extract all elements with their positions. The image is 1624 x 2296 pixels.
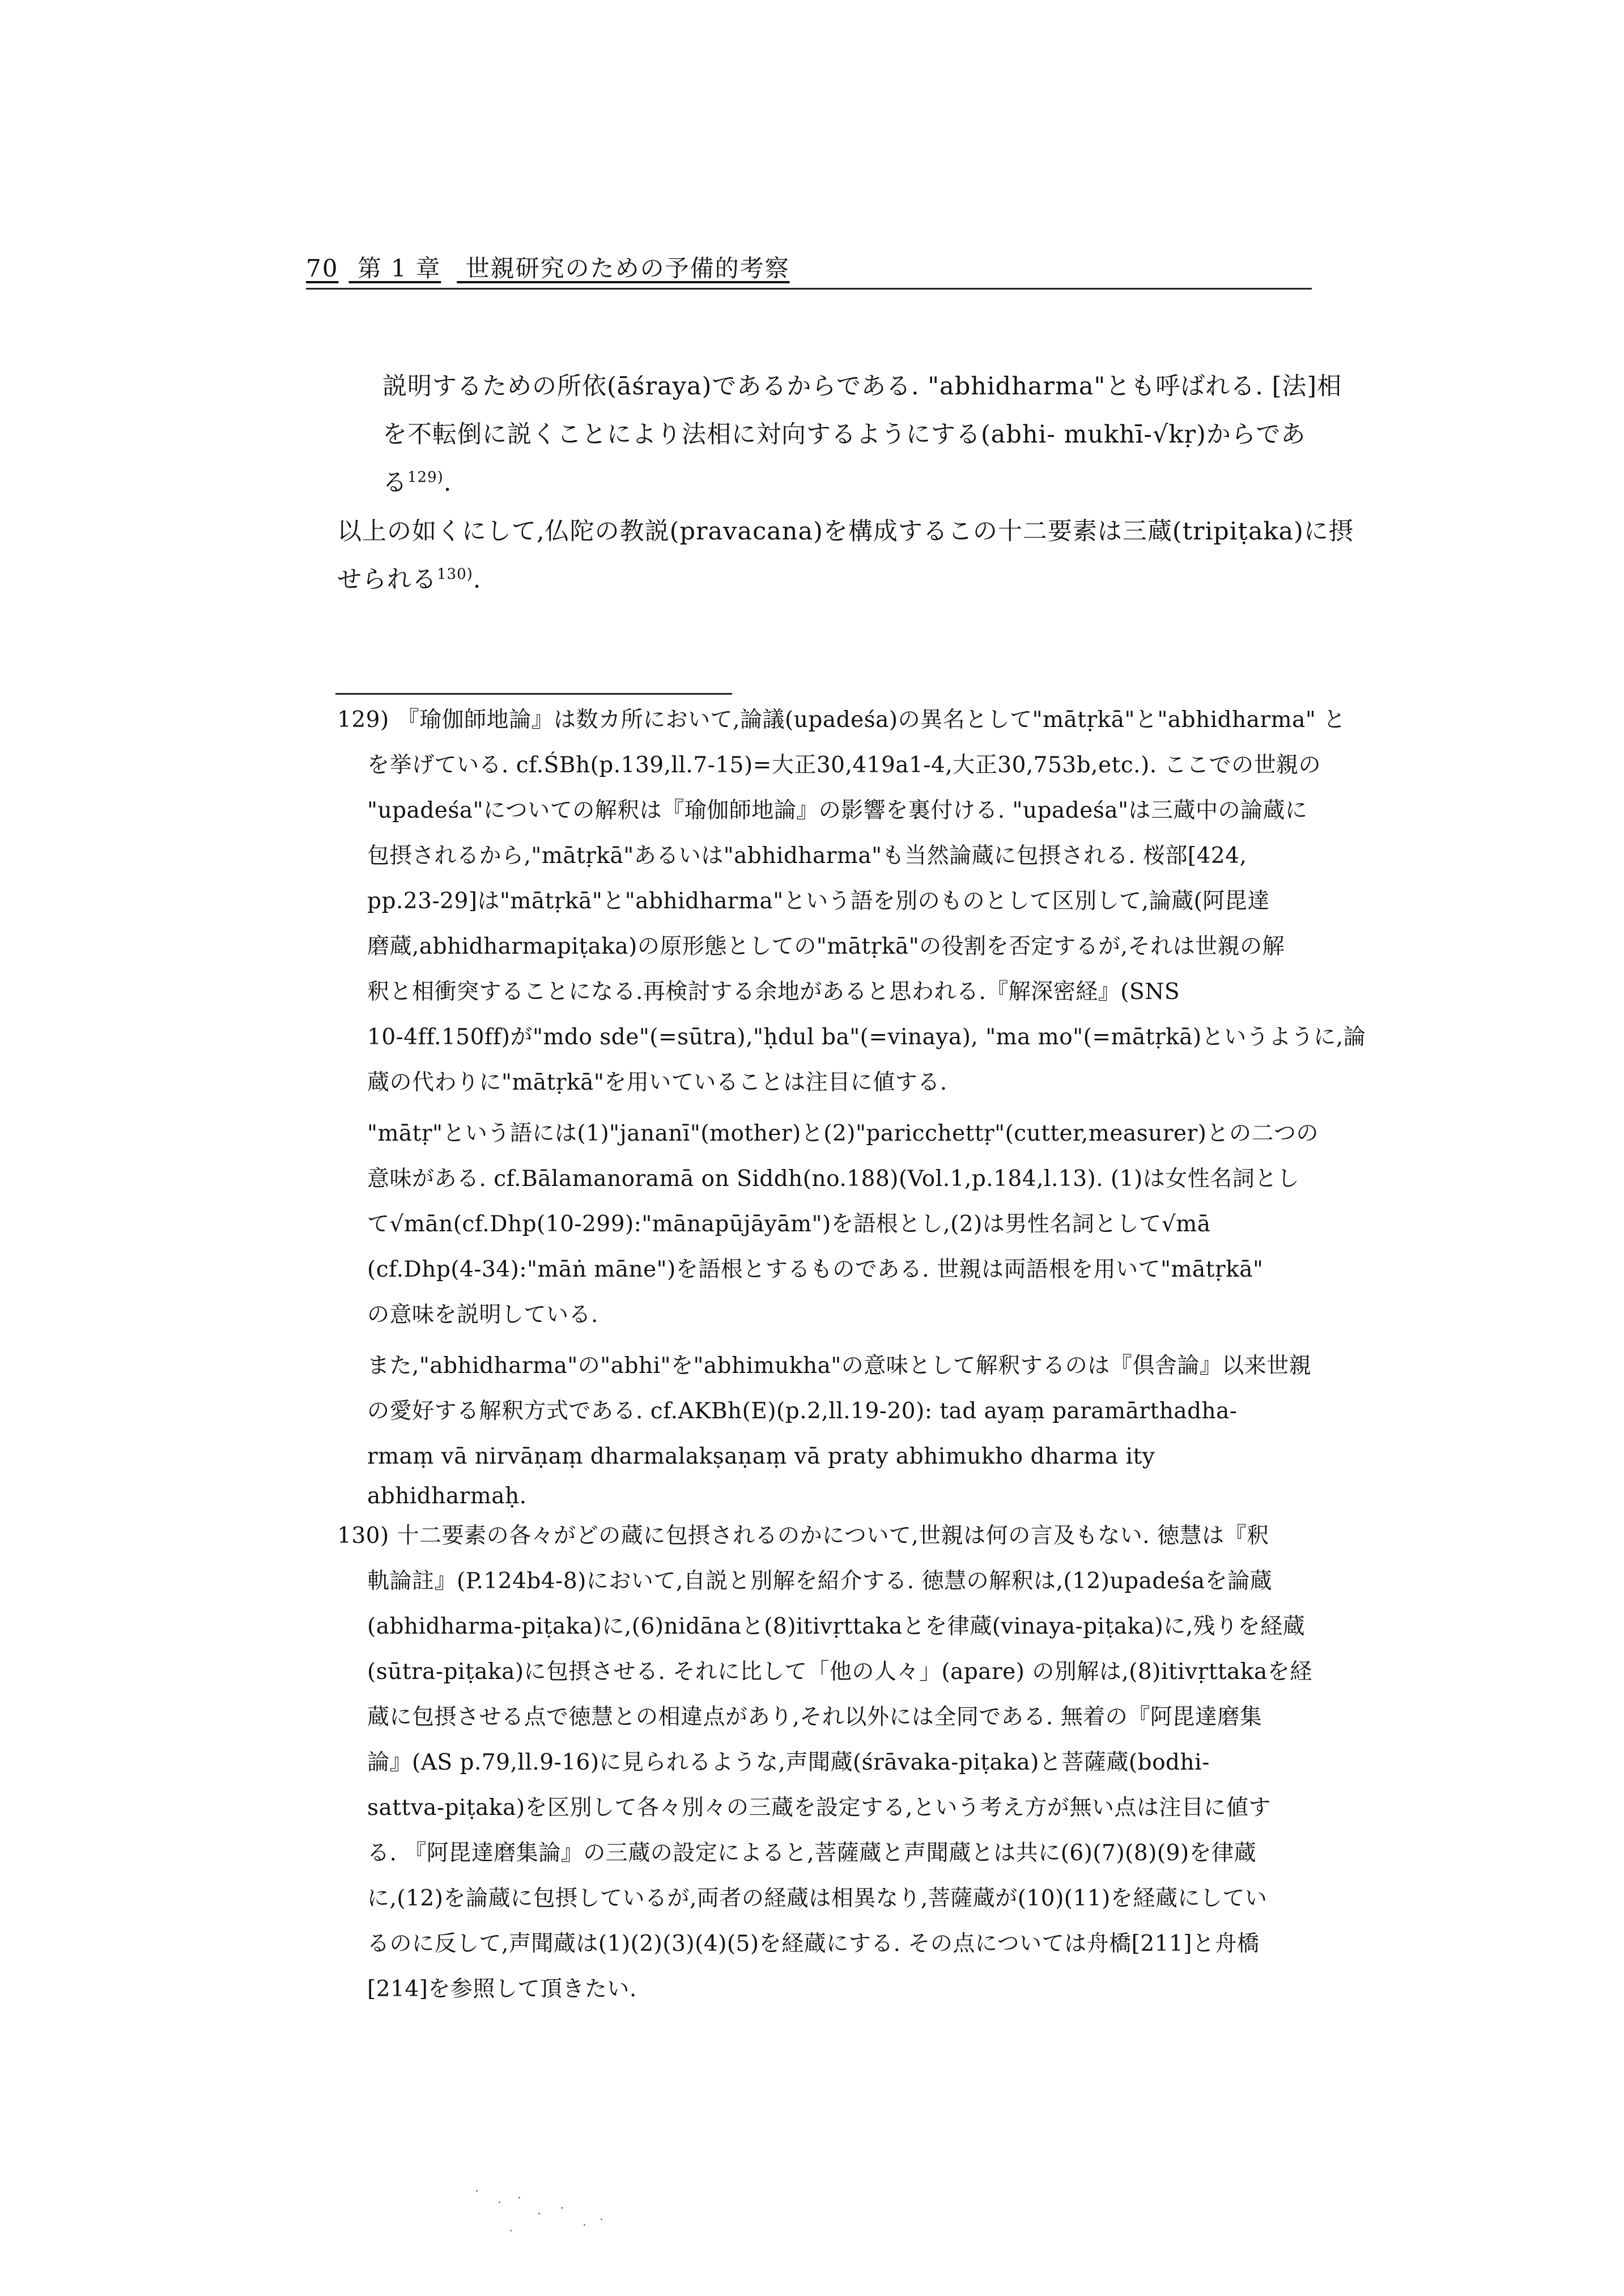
footnote-line: を挙げている. cf.ŚBh(p.139,ll.7-15)=大正30,419a1-4,大正30,753b,etc.). ここでの世親の [367, 752, 1321, 778]
footnote-line: 磨蔵,abhidharmapiṭaka)の原形態としての"mātṛkā"の役割を否定するが,それは世親の解 [367, 934, 1285, 959]
footnote-line: 130) 十二要素の各々がどの蔵に包摂されるのかについて,世親は何の言及もない. 徳慧は『釈 [337, 1520, 1269, 1552]
footnote-line: 意味がある. cf.Bālamanoramā on Siddh(no.188)(Vol.1,p.184,l.13). (1)は女性名詞とし [367, 1166, 1300, 1192]
footnote-line: 軌論註』(P.124b4-8)において,自説と別解を紹介する. 徳慧の解釈は,(12)upadeśaを論蔵 [367, 1568, 1273, 1594]
footnote-separator [335, 693, 732, 695]
footnote-line: (abhidharma-piṭaka)に,(6)nidānaと(8)itivṛttakaとを律蔵(vinaya-piṭaka)に,残りを経蔵 [367, 1614, 1306, 1639]
footnote-line: "upadeśa"についての解釈は『瑜伽師地論』の影響を裏付ける. "upadeśa"は三蔵中の論蔵に [367, 798, 1308, 823]
footnote-line: る. 『阿毘達磨集論』の三蔵の設定によると,菩薩蔵と声聞蔵とは共に(6)(7)(8)(9)を律蔵 [367, 1840, 1257, 1866]
main-line: 説明するための所依(āśraya)であるからである. "abhidharma"とも呼ばれる. [法]相 [382, 372, 1342, 401]
footnote-line: sattva-piṭaka)を区別して各々別々の三蔵を設定する,という考え方が無い点は注目に値す [367, 1795, 1271, 1821]
footnote-line: "mātṛ"という語には(1)"jananī"(mother)と(2)"paricchettṛ"(cutter,measurer)との二つの [367, 1121, 1319, 1146]
footnote-line: abhidharmaḥ. [367, 1483, 527, 1509]
footnote-line: に,(12)を論蔵に包摂しているが,両者の経蔵は相異なり,菩薩蔵が(10)(11)を経蔵にしてい [367, 1886, 1268, 1911]
page-number: 70 [306, 254, 339, 282]
main-line: 以上の如くにして,仏陀の教説(pravacana)を構成するこの十二要素は三蔵(tripiṭaka)に摂 [337, 517, 1354, 546]
footnote-number: 129) [337, 707, 389, 733]
footnote-line: 包摂されるから,"mātṛkā"あるいは"abhidharma"も当然論蔵に包摂される. 桜部[424, [367, 843, 1247, 869]
footnote-ref-130[interactable]: 130) [437, 566, 473, 583]
footnote-line: (sūtra-piṭaka)に包摂させる. それに比して「他の人々」(apare) の別解は,(8)itivṛttakaを経 [367, 1659, 1312, 1685]
chapter-title: 世親研究のための予備的考察 [465, 254, 790, 282]
footnote-line: 釈と相衝突することになる.再検討する余地があると思われる.『解深密経』(SNS [367, 979, 1180, 1005]
footnote-line: の意味を説明している. [367, 1302, 598, 1328]
footnote-line: るのに反して,声聞蔵は(1)(2)(3)(4)(5)を経蔵にする. その点については舟橋[211]と舟橋 [367, 1931, 1260, 1957]
footnote-line: [214]を参照して頂きたい. [367, 1976, 637, 2002]
footnote-line: 蔵の代わりに"mātṛkā"を用いていることは注目に値する. [367, 1070, 947, 1095]
footnote-line: pp.23-29]は"mātṛkā"と"abhidharma"という語を別のものとして区別して,論蔵(阿毘達 [367, 888, 1270, 914]
main-line: を不転倒に説くことにより法相に対向するようにする(abhi- mukhī-√kṛ)からであ [382, 420, 1306, 449]
chapter-label: 第 1 章 [357, 254, 441, 282]
footnote-line: (cf.Dhp(4-34):"māṅ māne")を語根とするものである. 世親は両語根を用いて"mātṛkā" [367, 1257, 1264, 1282]
main-line: せられる$^{130)}$. [337, 566, 482, 594]
footnote-line: 蔵に包摂させる点で徳慧との相違点があり,それ以外には全同である. 無着の『阿毘達磨集 [367, 1704, 1262, 1730]
running-head-text [306, 254, 790, 283]
running-header [306, 254, 1312, 290]
footnote-line: 論』(AS p.79,ll.9-16)に見られるような,声聞蔵(śrāvaka-piṭaka)と菩薩蔵(bodhi- [367, 1750, 1210, 1775]
footnote-line: rmaṃ vā nirvāṇaṃ dharmalakṣaṇaṃ vā praty abhimukho dharma ity [367, 1444, 1155, 1469]
scan-specks [465, 2184, 635, 2252]
footnote-number: 130) [337, 1523, 389, 1549]
footnote-line: て√mān(cf.Dhp(10-299):"mānapūjāyām")を語根とし,(2)は男性名詞として√mā [367, 1211, 1211, 1237]
footnote-line: 129) 『瑜伽師地論』は数カ所において,論議(upadeśa)の異名として"mātṛkā"と"abhidharma" と [337, 704, 1346, 736]
footnote-line: 10-4ff.150ff)が"mdo sde"(=sūtra),"ḥdul ba"(=vinaya), "ma mo"(=mātṛkā)というように,論 [367, 1024, 1366, 1050]
footnote-ref-129[interactable]: 129) [407, 469, 444, 486]
footnote-line: の愛好する解釈方式である. cf.AKBh(E)(p.2,ll.19-20): tad ayaṃ paramārthadha- [367, 1398, 1238, 1424]
main-line: る$^{129)}$. [382, 469, 452, 497]
footnote-line: また,"abhidharma"の"abhi"を"abhimukha"の意味として解釈するのは『倶舎論』以来世親 [367, 1353, 1312, 1379]
